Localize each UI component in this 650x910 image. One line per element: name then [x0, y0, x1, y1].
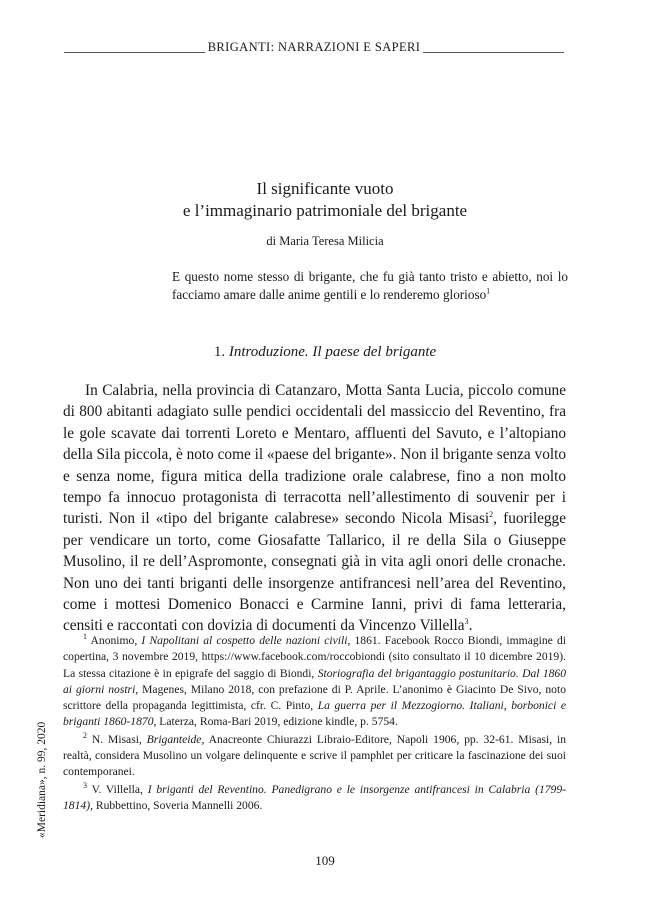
- epigraph-note-ref: 1: [486, 286, 491, 296]
- article-title: [0, 178, 650, 222]
- footnote-text: , Laterza, Roma-Bari 2019, edizione kindle, p. 5754.: [153, 715, 398, 729]
- footnote-text: , Magenes, Milano 2018, con prefazione di P. Aprile. L’anonimo è Giacinto De Sivo, noto scrittore della propaganda legittimista, cfr. C. Pinto,: [63, 682, 566, 713]
- footnote-number: 3: [83, 780, 87, 790]
- epigraph: [172, 268, 568, 303]
- footnote-title: Storiografia del brigantaggio postunitario. Dal 1860 ai giorni nostri: [63, 666, 567, 696]
- footnote-title: La guerra per il Mezzogiorno. Italiani, borbonici e briganti 1860-1870: [63, 699, 567, 729]
- running-head-title: BRIGANTI: NARRAZIONI E SAPERI: [207, 40, 421, 54]
- running-head-rule-right: [423, 52, 564, 53]
- article-title-line-1: Il significante vuoto: [256, 179, 394, 198]
- running-head-rule-left: [64, 52, 205, 53]
- footnote-number: 2: [83, 730, 87, 740]
- footnote-ref-3: 3: [464, 617, 469, 627]
- footnote-text: V. Villella,: [87, 782, 148, 796]
- body-text-part-2: , fuorilegge per vendicare un torto, come Giosafatte Tallarico, il re della Sila o Giuseppe Musolino, il re dell’Aspromonte, consegnati già in vita agli onori delle cronache. Non uno dei tanti briganti delle insorgenze antifrancesi nell’area del Reventino, come i mottesi Domenico Bonacci e Carmine Ianni, privi di fama letteraria, censiti e raccontati con dovizia di documenti da Vincenzo Villella: [63, 510, 566, 635]
- author-byline: di Maria Teresa Milicia: [266, 234, 384, 248]
- footnote-1: [63, 633, 566, 731]
- footnote-3: [63, 782, 566, 815]
- footnote-number: 1: [83, 632, 87, 642]
- footnote-ref-2: 2: [489, 510, 494, 520]
- footnote-text: N. Misasi,: [87, 732, 147, 746]
- running-head: [64, 40, 564, 55]
- body-text-part-1: In Calabria, nella provincia di Catanzaro, Motta Santa Lucia, piccolo comune di 800 abitanti adagiato sulle pendici occidentali del massiccio del Reventino, fra le gole scavate dai torrenti Loreto e Mentaro, affluenti del Savuto, e l’altopiano della Sila piccola, è noto come il «paese del brigante». Non il brigante senza volto e senza nome, figura mitica della tradizione orale calabrese, fino a non molto tempo fa innocuo protagonista di terracotta nell’allestimento di souvenir per i turisti. Non il «tipo del brigante calabrese» secondo Nicola Misasi: [63, 382, 566, 528]
- body-paragraph: [63, 380, 566, 637]
- footnotes: [63, 633, 566, 815]
- page-number: 109: [315, 853, 335, 868]
- footnote-text: Anonimo,: [87, 634, 142, 647]
- footnote-title: I briganti del Reventino. Panedigrano e le insorgenze antifrancesi in Calabria (1799-1814): [63, 782, 566, 812]
- body-text: [63, 380, 566, 637]
- article-title-line-2: e l’immaginario patrimoniale del brigante: [182, 201, 468, 220]
- section-title: Introduzione. Il paese del brigante: [228, 344, 437, 360]
- footnote-text: , Rubbettino, Soveria Mannelli 2006.: [90, 798, 263, 812]
- footnote-text: , 1861. Facebook Rocco Biondi, immagine di copertina, 3 novembre 2019, https://www.facebook.com/roccobiondi (sito consultato il 10 dicembre 2019). La stessa citazione è in epigrafe del saggio di Biondi,: [63, 634, 566, 680]
- epigraph-text: E questo nome stesso di brigante, che fu già tanto tristo e abietto, noi lo facciamo amare dalle anime gentili e lo renderemo glorioso: [172, 269, 568, 302]
- section-heading: [0, 344, 650, 361]
- body-text-part-3: .: [468, 617, 473, 635]
- footnote-2: [63, 732, 566, 781]
- section-number: 1.: [213, 344, 226, 360]
- footnote-title: I Napolitani al cospetto delle nazioni civili: [141, 634, 348, 647]
- journal-side-label: «Meridiana», n. 99, 2020: [36, 721, 48, 838]
- footnote-text: , Anacreonte Chiurazzi Libraio-Editore, Napoli 1906, pp. 32-61. Misasi, in realtà, considera Musolino un volgare delinquente e scrive il pamphlet per criticare la fascinazione dei suoi contemporanei.: [63, 732, 566, 779]
- footnote-title: Briganteide: [146, 732, 202, 746]
